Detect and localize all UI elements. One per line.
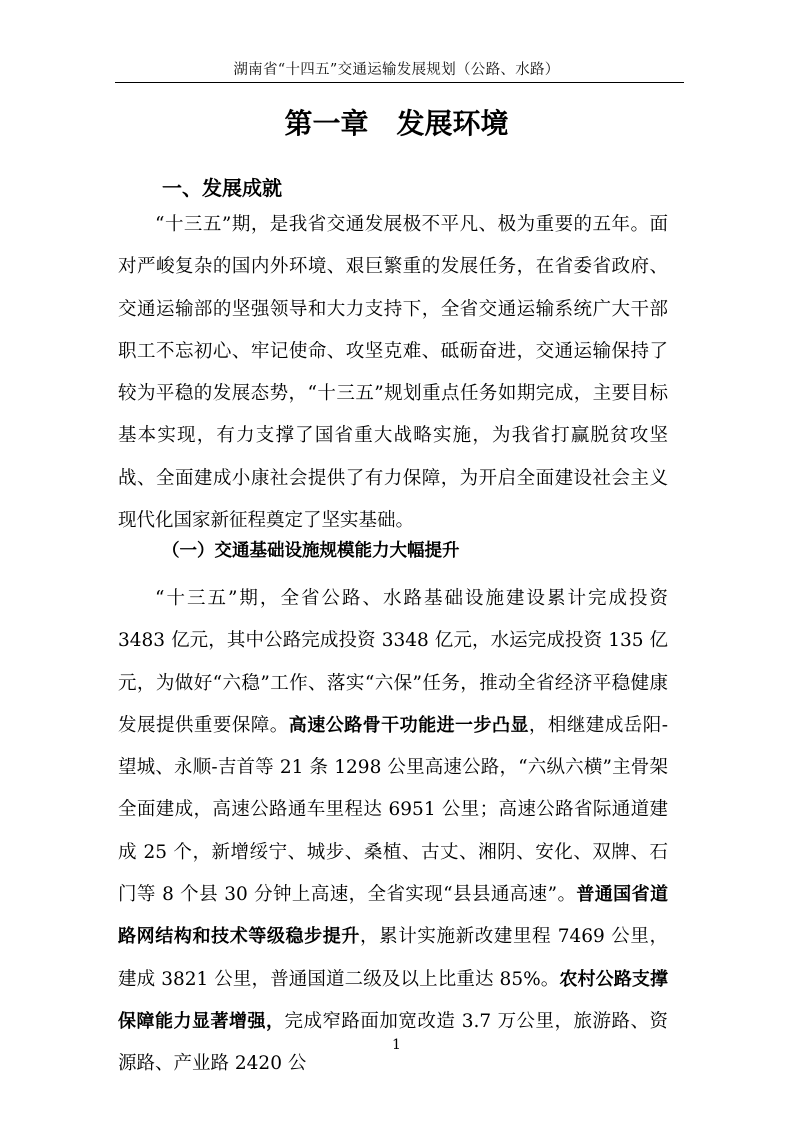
paragraph-text: ，累计实施新改建里程 7469 公里，建成 3821 公里，普通国道二级及以上比重达 85%。 <box>118 926 669 990</box>
header-divider <box>115 82 684 83</box>
paragraph-text: ，相继建成岳阳-望城、永顺-吉首等 21 条 1298 公里高速公路，“六纵六横”主骨架全面建成，高速公路通车里程达 6951 公里；高速公路省际通道建成 25 个，新增绥宁、城步、桑植、古丈、湘阴、安化、双牌、石门等 8 个县 30 分钟上高速，全省实现“县县通高速”。 <box>118 714 668 906</box>
paragraph-infrastructure <box>118 578 668 1086</box>
running-header: 湖南省“十四五”交通运输发展规划（公路、水路） <box>233 62 560 78</box>
bold-highlight: 普通国省道路网结构和技术等级稳步提升 <box>118 884 668 948</box>
paragraph-text: 完成窄路面加宽改造 3.7 万公里，旅游路、资源路、产业路 2420 公 <box>118 1010 669 1075</box>
bold-highlight: 农村公路支撑保障能力显著增强， <box>118 968 669 1032</box>
paragraph-text: “十三五”期，全省公路、水路基础设施建设累计完成投资 3483 亿元，其中公路完成投资 3348 亿元，水运完成投资 135 亿元，为做好“六稳”工作、落实“六保”任务，推动全省经济平稳健康发展提供重要保障。 <box>118 588 668 736</box>
chapter-title: 第一章 发展环境 <box>284 107 509 140</box>
section-title: 一、发展成就 <box>162 176 282 200</box>
subsection-title: （一）交通基础设施规模能力大幅提升 <box>162 541 460 561</box>
paragraph-achievements-intro: “十三五”期，是我省交通发展极不平凡、极为重要的五年。面对严峻复杂的国内外环境、艰巨繁重的发展任务，在省委省政府、交通运输部的坚强领导和大力支持下，全省交通运输系统广大干部职工不忘初心、牢记使命、攻坚克难、砥砺奋进，交通运输保持了较为平稳的发展态势，“十三五”规划重点任务如期完成，主要目标基本实现，有力支撑了国省重大战略实施，为我省打赢脱贫攻坚战、全面建成小康社会提供了有力保障，为开启全面建设社会主义现代化国家新征程奠定了坚实基础。 <box>118 214 668 532</box>
bold-highlight: 高速公路骨干功能进一步凸显 <box>288 714 529 736</box>
page-number: 1 <box>392 1037 401 1053</box>
